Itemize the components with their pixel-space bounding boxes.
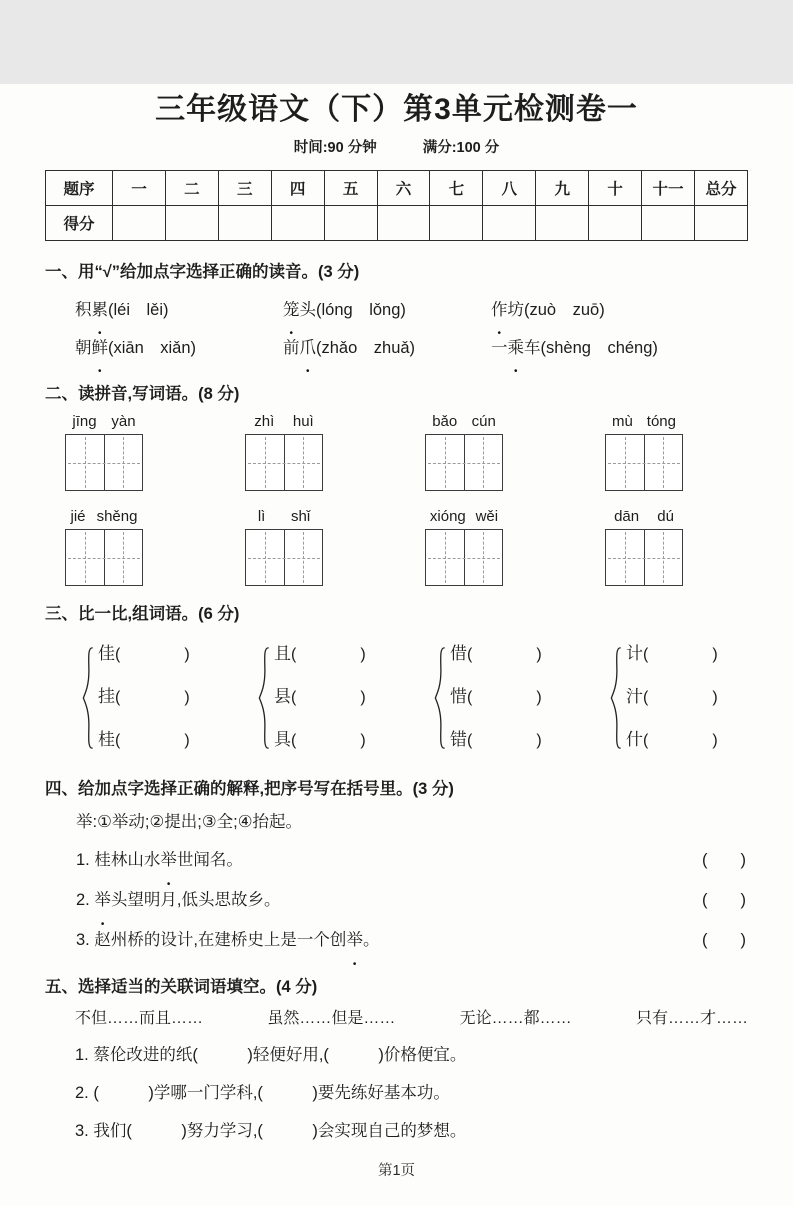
q4-definition: 举:①举动;②提出;③全;④抬起。	[76, 813, 303, 831]
score-entry-cell	[324, 206, 377, 241]
q4-heading: 四、给加点字选择正确的解释,把序号写在括号里。(3 分)	[45, 780, 454, 798]
compare-char: 佳	[98, 644, 115, 663]
score-table-corner: 题序	[46, 171, 113, 206]
answer-bracket: ( )	[702, 931, 746, 949]
pinyin-label	[605, 508, 683, 525]
pinyin-syllable: bǎo	[432, 413, 458, 430]
score-table-column-header: 十一	[642, 171, 695, 206]
q5-item: 3. 我们( )努力学习,( )会实现自己的梦想。	[75, 1122, 467, 1140]
pinyin-group	[605, 413, 683, 491]
answer-bracket: ( )	[702, 851, 746, 869]
writing-cell	[426, 530, 465, 585]
q3-heading: 三、比一比,组词语。(6 分)	[45, 605, 240, 623]
conjunction-option: 只有……才……	[635, 1010, 748, 1027]
page-title: 三年级语文（下）第3单元检测卷一	[155, 93, 638, 126]
question-5-section	[45, 976, 748, 1150]
dotted-char: 笼	[283, 301, 300, 319]
writing-cell	[285, 530, 323, 585]
writing-box	[65, 434, 143, 491]
q4-item	[76, 880, 748, 920]
q3-groups	[81, 633, 748, 762]
writing-cell	[645, 435, 683, 490]
pinyin-syllable: cún	[471, 413, 496, 430]
compare-group	[433, 633, 609, 762]
writing-cell	[426, 435, 465, 490]
word-pre: 前	[283, 339, 300, 357]
pinyin-syllable: mù	[611, 413, 633, 430]
compare-row	[626, 719, 718, 762]
dotted-char: 累	[91, 301, 108, 319]
writing-box	[245, 434, 323, 491]
writing-cell	[246, 435, 285, 490]
writing-cell	[465, 530, 503, 585]
compare-row	[450, 676, 542, 719]
score-entry-cell	[430, 206, 483, 241]
pinyin-syllable: jīng	[72, 413, 97, 430]
word-post: 坊	[507, 301, 524, 319]
compare-row	[626, 676, 718, 719]
q1-item	[283, 291, 491, 329]
q4-item	[76, 920, 748, 960]
pronunciation-options: (shèng chéng)	[540, 339, 658, 357]
compare-row	[98, 676, 190, 719]
writing-box	[425, 434, 503, 491]
score-table-column-header: 四	[271, 171, 324, 206]
pinyin-syllable: wěi	[475, 508, 499, 525]
word-pre: 朝	[75, 339, 92, 357]
compare-row	[274, 633, 366, 676]
q2-heading: 二、读拼音,写词语。(8 分)	[45, 385, 240, 403]
writing-box	[425, 529, 503, 586]
compare-char: 桂	[98, 730, 115, 749]
writing-box	[605, 434, 683, 491]
pinyin-group	[65, 413, 143, 491]
score-table-column-header: 九	[536, 171, 589, 206]
answer-blank: ( )	[467, 732, 542, 749]
compare-column	[626, 633, 718, 762]
dotted-char: 举	[94, 891, 111, 909]
score-entry-cell	[271, 206, 324, 241]
score-table-column-header: 十	[589, 171, 642, 206]
pinyin-syllable: lì	[257, 508, 266, 525]
q5-heading: 五、选择适当的关联词语填空。(4 分)	[45, 978, 318, 996]
compare-char: 什	[626, 730, 643, 749]
q4-item	[76, 840, 748, 880]
compare-row	[98, 719, 190, 762]
writing-cell	[66, 530, 105, 585]
answer-blank: ( )	[115, 732, 190, 749]
score-table-column-header: 八	[483, 171, 536, 206]
q5-item: 1. 蔡伦改进的纸( )轻便好用,( )价格便宜。	[75, 1046, 467, 1064]
pinyin-syllable: shǐ	[290, 508, 311, 525]
q1-item	[75, 329, 283, 367]
dotted-char: 作	[491, 301, 508, 319]
sentence-post: 世闻名。	[176, 851, 243, 869]
pinyin-syllable: xióng	[429, 508, 466, 525]
score-entry-cell	[377, 206, 430, 241]
question-1-section	[45, 261, 748, 367]
time-limit-label: 时间:90 分钟	[293, 140, 377, 156]
answer-blank: ( )	[643, 689, 718, 706]
writing-box	[245, 529, 323, 586]
pronunciation-options: (lóng lǒng)	[316, 301, 406, 319]
pinyin-row	[65, 413, 748, 491]
sentence-post: 。	[362, 931, 380, 949]
pinyin-group	[245, 413, 323, 491]
pinyin-group	[425, 508, 503, 586]
compare-char: 县	[274, 687, 291, 706]
writing-cell	[645, 530, 683, 585]
score-entry-cell	[165, 206, 218, 241]
pronunciation-options: (xiān xiǎn)	[108, 339, 197, 357]
score-entry-cell	[113, 206, 166, 241]
compare-char: 错	[450, 730, 467, 749]
word-pre: 一	[491, 339, 508, 357]
compare-row	[450, 719, 542, 762]
word-pre: 积	[75, 301, 92, 319]
answer-blank: ( )	[643, 732, 718, 749]
compare-group	[257, 633, 433, 762]
q1-item	[75, 291, 283, 329]
pinyin-group	[605, 508, 683, 586]
pinyin-syllable: zhì	[254, 413, 275, 430]
answer-blank: ( )	[115, 689, 190, 706]
q1-item	[491, 329, 748, 367]
word-post: 头	[299, 301, 316, 319]
compare-column	[98, 633, 190, 762]
compare-row	[626, 633, 718, 676]
pinyin-group	[425, 413, 503, 491]
answer-bracket: ( )	[702, 891, 746, 909]
sentence-pre: 3. 赵州桥的设计,在建桥史上是一个创	[76, 931, 347, 949]
compare-char: 具	[274, 730, 291, 749]
sentence-pre: 2.	[76, 891, 95, 909]
score-table-column-header: 七	[430, 171, 483, 206]
sentence-post: 头望明月,低头思故乡。	[110, 891, 281, 909]
pinyin-syllable: shěng	[96, 508, 138, 525]
pinyin-label	[65, 508, 143, 525]
score-entry-cell	[536, 206, 589, 241]
pinyin-syllable: tóng	[646, 413, 676, 430]
q1-item	[491, 291, 748, 329]
sentence-pre: 1. 桂林山水	[76, 851, 161, 869]
score-table-column-header: 五	[324, 171, 377, 206]
score-table-column-header: 一	[113, 171, 166, 206]
dotted-char: 乘	[507, 339, 524, 357]
answer-blank: ( )	[115, 646, 190, 663]
pinyin-label	[245, 413, 323, 430]
q1-heading: 一、用“√”给加点字选择正确的读音。(3 分)	[45, 263, 360, 281]
pronunciation-options: (zuò zuō)	[524, 301, 605, 319]
compare-char: 借	[450, 644, 467, 663]
answer-blank: ( )	[291, 689, 366, 706]
curly-brace-icon	[81, 641, 94, 755]
writing-cell	[105, 530, 143, 585]
pinyin-group	[65, 508, 143, 586]
answer-blank: ( )	[467, 689, 542, 706]
page-number: 第1页	[377, 1163, 416, 1179]
score-table-column-header: 总分	[694, 171, 747, 206]
conjunction-option: 不但……而且……	[75, 1010, 204, 1027]
answer-blank: ( )	[291, 732, 366, 749]
score-table	[45, 170, 748, 241]
dotted-char: 爪	[299, 339, 316, 357]
curly-brace-icon	[433, 641, 446, 755]
pinyin-syllable: yàn	[111, 413, 136, 430]
q5-word-bank	[75, 1006, 748, 1032]
question-2-section	[45, 383, 748, 586]
question-3-section	[45, 603, 748, 762]
pronunciation-options: (léi lěi)	[108, 301, 169, 319]
compare-char: 惜	[450, 687, 467, 706]
q1-items	[75, 291, 748, 367]
q2-rows	[45, 413, 748, 586]
word-post: 车	[524, 339, 541, 357]
pinyin-label	[605, 413, 683, 430]
answer-blank: ( )	[643, 646, 718, 663]
curly-brace-icon	[609, 641, 622, 755]
score-table-body	[46, 171, 748, 241]
compare-column	[274, 633, 366, 762]
q5-items	[45, 1036, 748, 1150]
writing-cell	[606, 530, 645, 585]
compare-group	[609, 633, 785, 762]
writing-cell	[606, 435, 645, 490]
pronunciation-options: (zhǎo zhuǎ)	[316, 339, 416, 357]
dotted-char: 举	[346, 931, 363, 949]
compare-row	[274, 719, 366, 762]
score-table-column-header: 六	[377, 171, 430, 206]
q5-item: 2. ( )学哪一门学科,( )要先练好基本功。	[75, 1084, 450, 1102]
score-entry-cell	[589, 206, 642, 241]
score-row-label: 得分	[46, 206, 113, 241]
compare-row	[450, 633, 542, 676]
compare-row	[274, 676, 366, 719]
exam-page	[0, 84, 793, 1206]
writing-cell	[285, 435, 323, 490]
writing-cell	[105, 435, 143, 490]
dotted-char: 举	[160, 851, 177, 869]
compare-group	[81, 633, 257, 762]
score-entry-cell	[483, 206, 536, 241]
pinyin-syllable: jié	[70, 508, 86, 525]
compare-row	[98, 633, 190, 676]
writing-box	[65, 529, 143, 586]
writing-cell	[465, 435, 503, 490]
score-entry-cell	[694, 206, 747, 241]
pinyin-syllable: huì	[292, 413, 314, 430]
compare-char: 计	[626, 644, 643, 663]
writing-cell	[66, 435, 105, 490]
pinyin-syllable: dān	[614, 508, 640, 525]
pinyin-label	[245, 508, 323, 525]
pinyin-group	[245, 508, 323, 586]
full-score-label: 满分:100 分	[422, 140, 500, 156]
q4-items	[45, 840, 748, 960]
score-entry-cell	[642, 206, 695, 241]
score-entry-cell	[218, 206, 271, 241]
q1-item	[283, 329, 491, 367]
conjunction-option: 虽然……但是……	[267, 1010, 396, 1027]
question-4-section	[45, 778, 748, 960]
writing-box	[605, 529, 683, 586]
compare-char: 挂	[98, 687, 115, 706]
pinyin-label	[65, 413, 143, 430]
pinyin-syllable: dú	[657, 508, 674, 525]
conjunction-option: 无论……都……	[459, 1010, 572, 1027]
pinyin-row	[65, 508, 748, 586]
score-table-column-header: 三	[218, 171, 271, 206]
compare-char: 且	[274, 644, 291, 663]
pinyin-label	[425, 413, 503, 430]
answer-blank: ( )	[467, 646, 542, 663]
exam-meta	[45, 136, 748, 157]
compare-char: 汁	[626, 687, 643, 706]
writing-cell	[246, 530, 285, 585]
answer-blank: ( )	[291, 646, 366, 663]
pinyin-label	[425, 508, 503, 525]
curly-brace-icon	[257, 641, 270, 755]
dotted-char: 鲜	[91, 339, 108, 357]
compare-column	[450, 633, 542, 762]
score-table-column-header: 二	[165, 171, 218, 206]
